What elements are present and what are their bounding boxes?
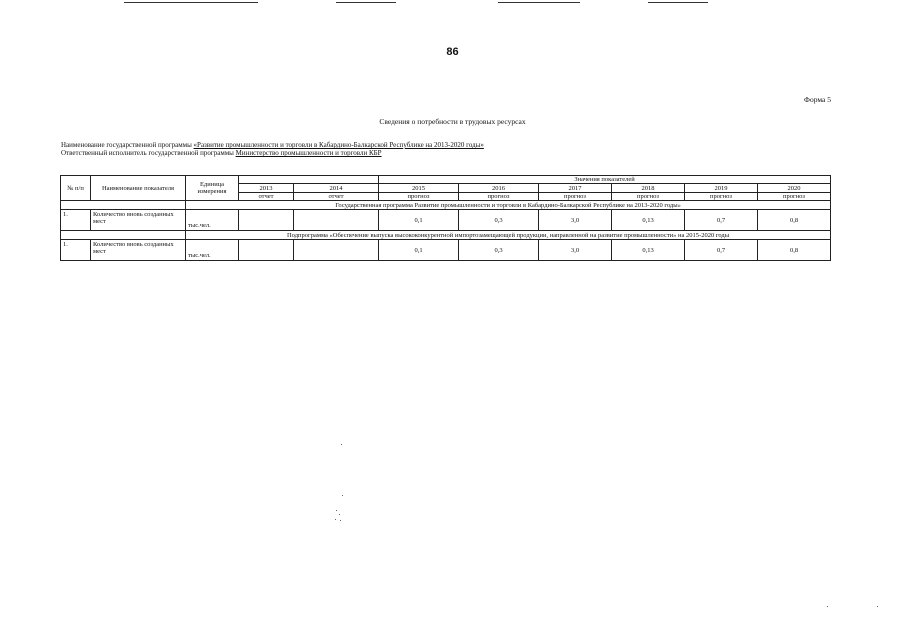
section-row-program	[61, 201, 831, 210]
program-name-label: Наименование государственной программы	[61, 141, 194, 149]
value-cell: 0,1	[379, 210, 459, 231]
labor-resources-table	[60, 175, 831, 261]
section-subprogram-title: Подпрограмма «Обеспечение выпуска высококонкурентной импортозамещающей продукции, направленной на развитие промышленности» на 2015-2020 годы	[186, 231, 831, 240]
scan-line	[336, 2, 396, 3]
col-header-num: № п/п	[61, 176, 91, 201]
year-cell: 2015	[379, 184, 459, 193]
program-name-line	[61, 141, 484, 149]
section-row-subprogram	[61, 231, 831, 240]
scan-speck	[336, 510, 337, 511]
value-cell: 0,1	[379, 240, 459, 261]
scan-line	[498, 2, 580, 3]
scan-speck	[335, 519, 336, 520]
value-cell: 0,8	[758, 210, 831, 231]
value-cell	[239, 210, 294, 231]
executor-line	[61, 149, 382, 157]
scan-speck	[827, 606, 828, 607]
scan-line	[124, 2, 258, 3]
type-cell: прогноз	[758, 193, 831, 201]
row-number: 1.	[61, 210, 91, 231]
program-name-value: «Развитие промышленности и торговли в Кабардино-Балкарской Республике на 2013-2020 годы»	[193, 141, 484, 149]
unit-cell: тыс.чел.	[186, 240, 239, 261]
col-header-name: Наименование показателя	[91, 176, 186, 201]
unit-cell: тыс.чел.	[186, 210, 239, 231]
type-cell: прогноз	[685, 193, 758, 201]
executor-label: Ответственный исполнитель государственной программы	[61, 149, 236, 157]
row-number: 1.	[61, 240, 91, 261]
year-cell: 2018	[612, 184, 685, 193]
document-title: Сведения о потребности в трудовых ресурсах	[379, 117, 526, 126]
header-row-1	[61, 176, 831, 184]
value-cell	[294, 210, 379, 231]
value-cell: 0,13	[612, 210, 685, 231]
type-cell: отчет	[294, 193, 379, 201]
table-row	[61, 210, 831, 231]
section-blank	[61, 231, 186, 240]
values-header: Значения показателей	[379, 176, 831, 184]
table-row	[61, 240, 831, 261]
scan-speck	[341, 444, 342, 445]
page-number: 86	[446, 46, 459, 58]
section-blank	[61, 201, 186, 210]
year-cell: 2020	[758, 184, 831, 193]
value-cell: 3,0	[539, 240, 612, 261]
year-cell: 2016	[459, 184, 539, 193]
year-cell: 2019	[685, 184, 758, 193]
scan-speck	[339, 514, 340, 515]
form-label: Форма 5	[804, 95, 831, 104]
type-cell: прогноз	[539, 193, 612, 201]
header-blank	[239, 176, 379, 184]
value-cell: 0,3	[459, 240, 539, 261]
year-cell: 2014	[294, 184, 379, 193]
executor-value: Министерство промышленности и торговли КБР	[235, 149, 382, 157]
value-cell	[239, 240, 294, 261]
value-cell: 0,7	[685, 210, 758, 231]
type-cell: прогноз	[379, 193, 459, 201]
value-cell: 3,0	[539, 210, 612, 231]
type-cell: отчет	[239, 193, 294, 201]
type-cell: прогноз	[612, 193, 685, 201]
year-cell: 2013	[239, 184, 294, 193]
scan-speck	[340, 520, 341, 521]
col-header-unit: Единица измерения	[186, 176, 239, 201]
value-cell: 0,13	[612, 240, 685, 261]
scan-speck	[877, 606, 878, 607]
indicator-name: Количество вновь созданных мест	[91, 240, 186, 261]
scan-line	[648, 2, 708, 3]
indicator-name: Количество вновь созданных мест	[91, 210, 186, 231]
section-program-title: Государственная программа Развитие промышленности и торговли в Кабардино-Балкарской Республике на 2013-2020 годы»	[186, 201, 831, 210]
type-cell: прогноз	[459, 193, 539, 201]
value-cell: 0,8	[758, 240, 831, 261]
scan-speck	[342, 495, 343, 496]
value-cell: 0,3	[459, 210, 539, 231]
value-cell	[294, 240, 379, 261]
year-cell: 2017	[539, 184, 612, 193]
value-cell: 0,7	[685, 240, 758, 261]
